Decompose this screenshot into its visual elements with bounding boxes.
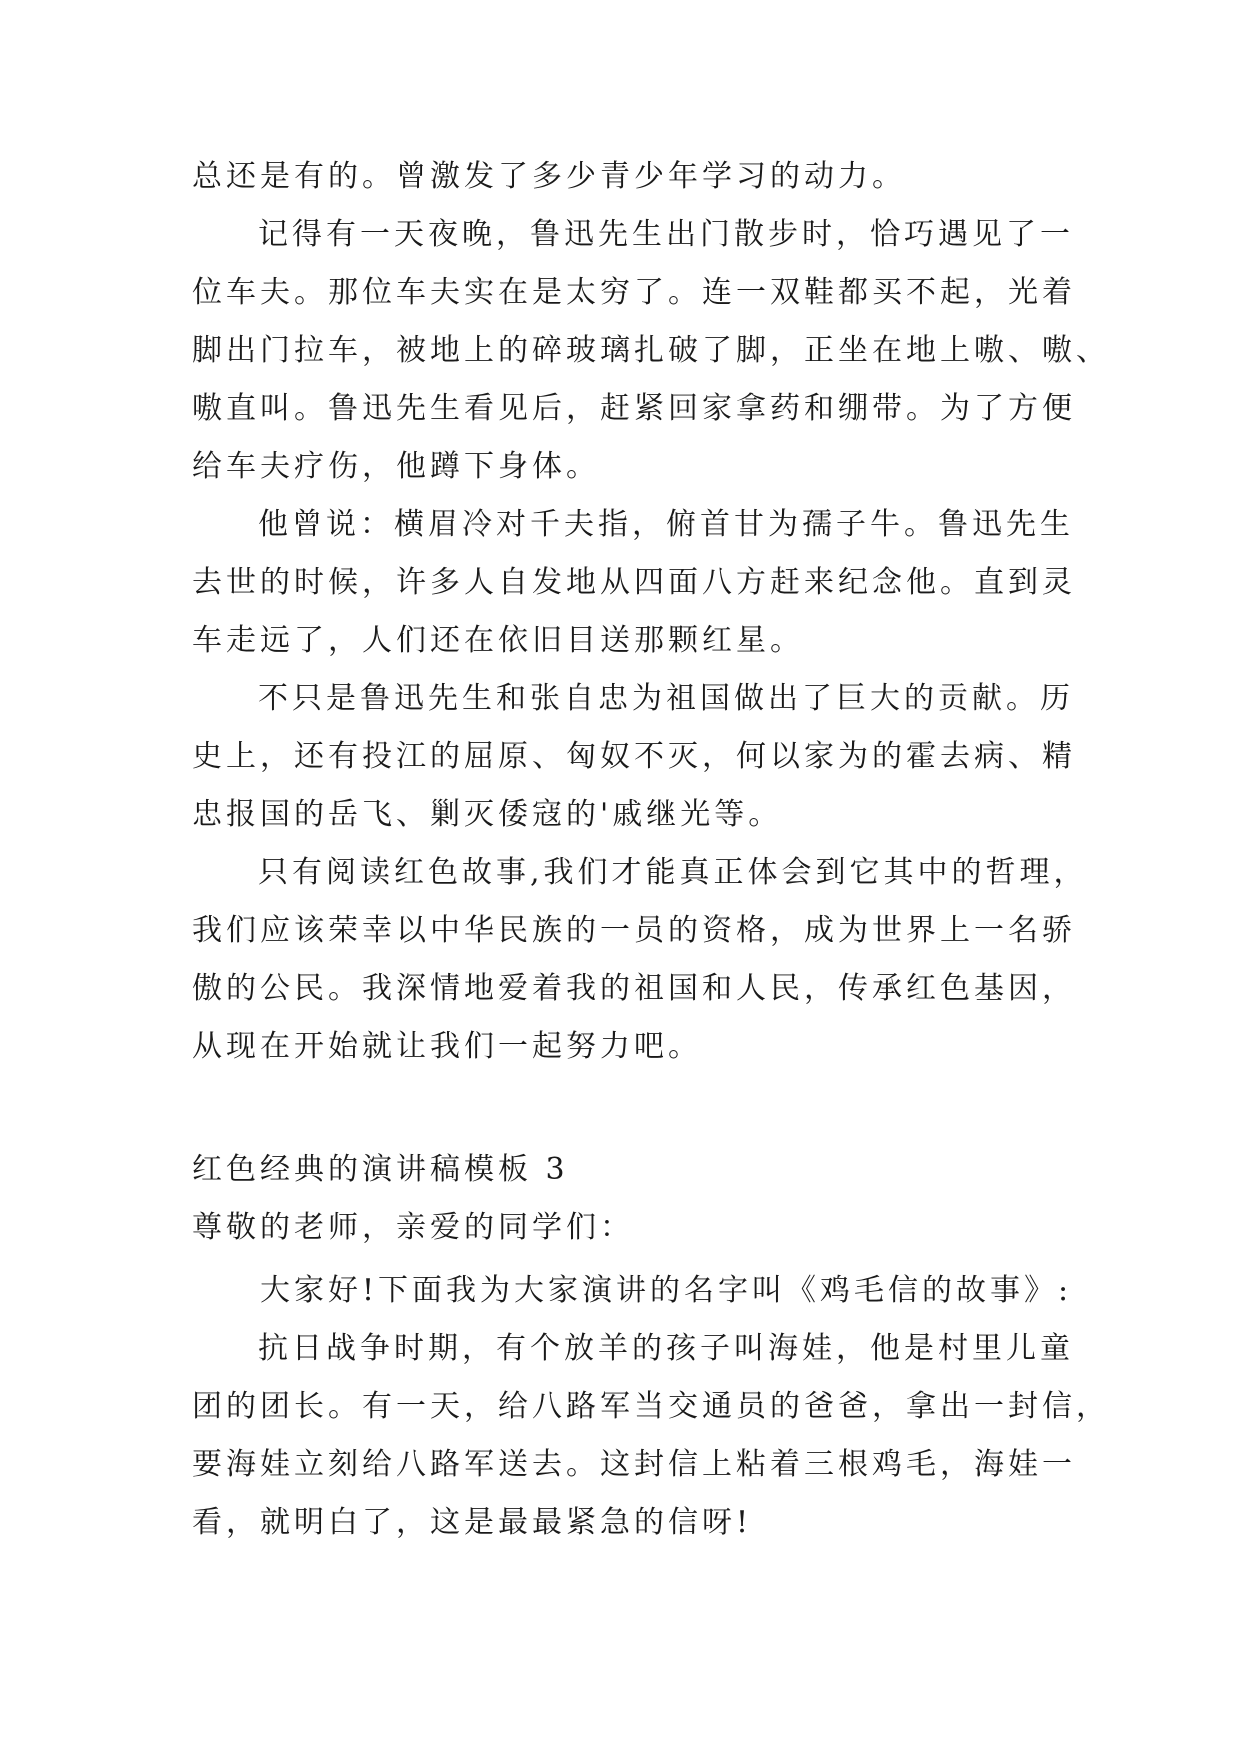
- section-2-header: [192, 1148, 1064, 1250]
- paragraph-line: 给车夫疗伤，他蹲下身体。: [192, 449, 600, 484]
- paragraph-line: 要海娃立刻给八路军送去。这封信上粘着三根鸡毛，海娃一: [192, 1447, 1076, 1482]
- body-text-section-1: [192, 148, 1110, 1076]
- paragraph-line: 从现在开始就让我们一起努力吧。: [192, 1029, 702, 1064]
- paragraph-line: 我们应该荣幸以中华民族的一员的资格，成为世界上一名骄: [192, 913, 1076, 948]
- paragraph-line: 去世的时候，许多人自发地从四面八方赶来纪念他。直到灵: [192, 565, 1076, 600]
- paragraph-line: 记得有一天夜晚，鲁迅先生出门散步时，恰巧遇见了一: [258, 217, 1074, 252]
- paragraph-line: 他曾说：横眉冷对千夫指，俯首甘为孺子牛。鲁迅先生: [258, 507, 1074, 542]
- paragraph-line: 只有阅读红色故事,我们才能真正体会到它其中的哲理，: [258, 855, 1088, 890]
- paragraph-line: 位车夫。那位车夫实在是太穷了。连一双鞋都买不起，光着: [192, 275, 1076, 310]
- paragraph-line: 抗日战争时期，有个放羊的孩子叫海娃，他是村里儿童: [258, 1331, 1074, 1366]
- paragraph-line: 看，就明白了，这是最最紧急的信呀!: [192, 1505, 753, 1540]
- body-text-section-2: [192, 1262, 1110, 1552]
- paragraph-line: 车走远了，人们还在依旧目送那颗红星。: [192, 623, 804, 658]
- paragraph-line: 大家好!下面我为大家演讲的名字叫《鸡毛信的故事》:: [260, 1273, 1073, 1308]
- salutation: 尊敬的老师，亲爱的同学们：: [192, 1210, 634, 1245]
- paragraph-line: 不只是鲁迅先生和张自忠为祖国做出了巨大的贡献。历: [258, 681, 1074, 716]
- paragraph-line: 嗷直叫。鲁迅先生看见后，赶紧回家拿药和绷带。为了方便: [192, 391, 1076, 426]
- paragraph-line: 忠报国的岳飞、剿灭倭寇的'戚继光等。: [192, 797, 783, 832]
- paragraph-line: 脚出门拉车，被地上的碎玻璃扎破了脚，正坐在地上嗷、嗷、: [192, 333, 1110, 368]
- section-title: 红色经典的演讲稿模板 3: [192, 1152, 569, 1187]
- paragraph-line: 总还是有的。曾激发了多少青少年学习的动力。: [192, 159, 906, 194]
- paragraph-line: 傲的公民。我深情地爱着我的祖国和人民，传承红色基因，: [192, 971, 1076, 1006]
- paragraph-line: 团的团长。有一天，给八路军当交通员的爸爸，拿出一封信，: [192, 1389, 1110, 1424]
- paragraph-line: 史上，还有投江的屈原、匈奴不灭，何以家为的霍去病、精: [192, 739, 1076, 774]
